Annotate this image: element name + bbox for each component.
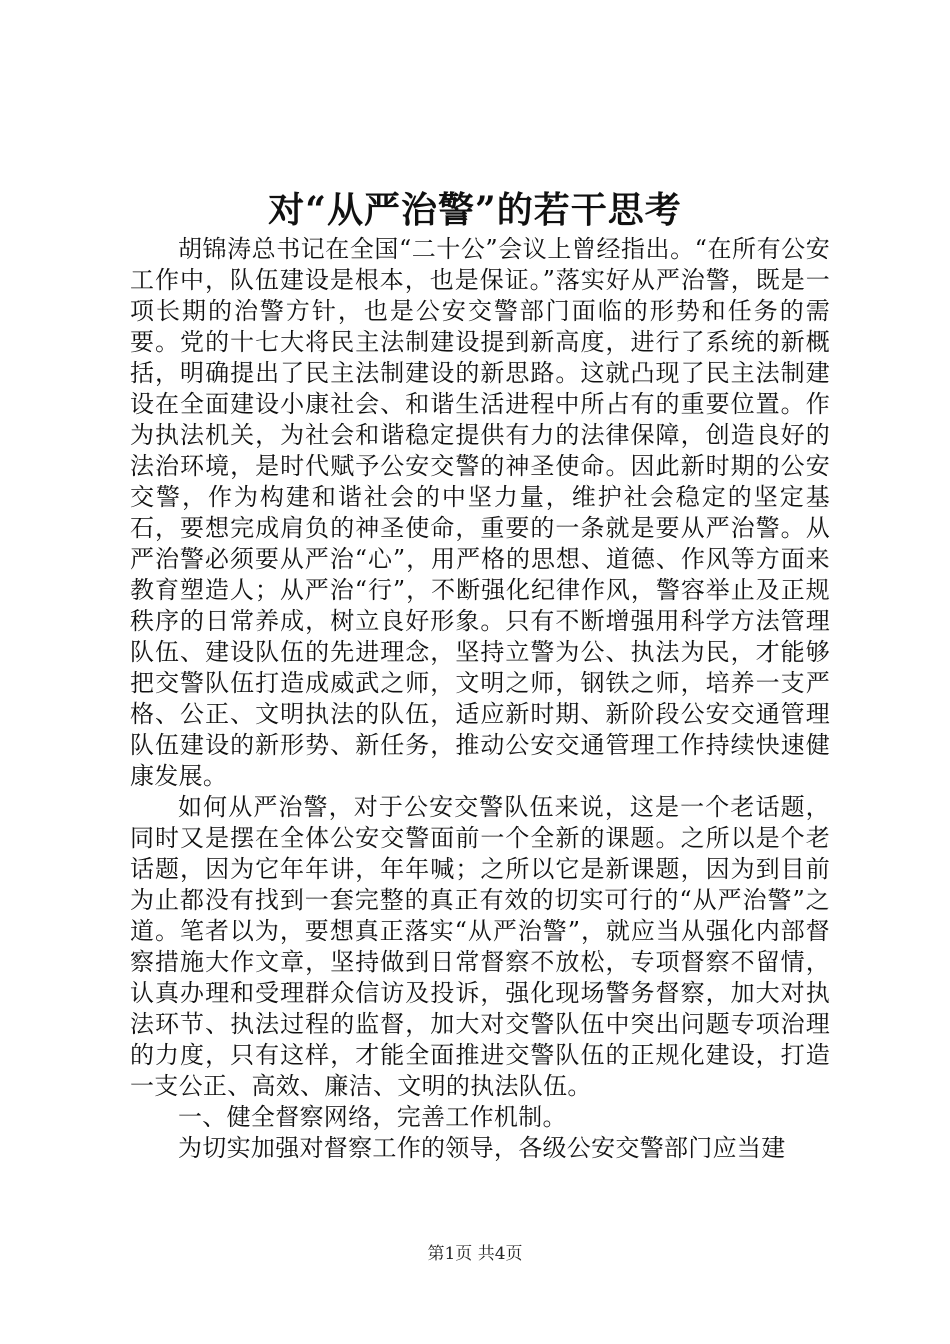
document-title: 对“从严治警”的若干思考	[268, 189, 682, 231]
paragraph-2: 如何从严治警，对于公安交警队伍来说，这是一个老话题，同时又是摆在全体公安交警面前一个全新的课题。之所以是个老话题，因为它年年讲，年年喊；之所以它是新课题，因为到目前为止都没有找到一套完整的真正有效的切实可行的“从严治警”之道。笔者以为，要想真正落实“从严治警”，就应当从强化内部督察措施大作文章，坚持做到日常督察不放松，专项督察不留情，认真办理和受理群众信访及投诉，强化现场警务督察，加大对执法环节、执法过程的监督，加大对交警队伍中突出问题专项治理的力度，只有这样，才能全面推进交警队伍的正规化建设，打造一支公正、高效、廉洁、文明的执法队伍。	[130, 793, 830, 1100]
paragraph-3: 为切实加强对督察工作的领导，各级公安交警部门应当建	[178, 1134, 786, 1162]
paragraph-1: 胡锦涛总书记在全国“二十公”会议上曾经指出。“在所有公安工作中，队伍建设是根本，也是保证。”落实好从严治警，既是一项长期的治警方针，也是公安交警部门面临的形势和任务的需要。党的十七大将民主法制建设提到新高度，进行了系统的新概括，明确提出了民主法制建设的新思路。这就凸现了民主法制建设在全面建设小康社会、和谐生活进程中所占有的重要位置。作为执法机关，为社会和谐稳定提供有力的法律保障，创造良好的法治环境，是时代赋予公安交警的神圣使命。因此新时期的公安交警，作为构建和谐社会的中坚力量，维护社会稳定的坚定基石，要想完成肩负的神圣使命，重要的一条就是要从严治警。从严治警必须要从严治“心”，用严格的思想、道德、作风等方面来教育塑造人；从严治“行”，不断强化纪律作风，警容举止及正规秩序的日常养成，树立良好形象。只有不断增强用科学方法管理队伍、建设队伍的先进理念，坚持立警为公、执法为民，才能够把交警队伍打造成威武之师，文明之师，钢铁之师，培养一支严格、公正、文明执法的队伍，适应新时期、新阶段公安交通管理队伍建设的新形势、新任务，推动公安交通管理工作持续快速健康发展。	[130, 235, 830, 790]
section-heading-1: 一、健全督察网络，完善工作机制。	[178, 1103, 567, 1131]
page-number-footer: 第1页 共4页	[427, 1244, 523, 1264]
document-body	[130, 234, 830, 1164]
